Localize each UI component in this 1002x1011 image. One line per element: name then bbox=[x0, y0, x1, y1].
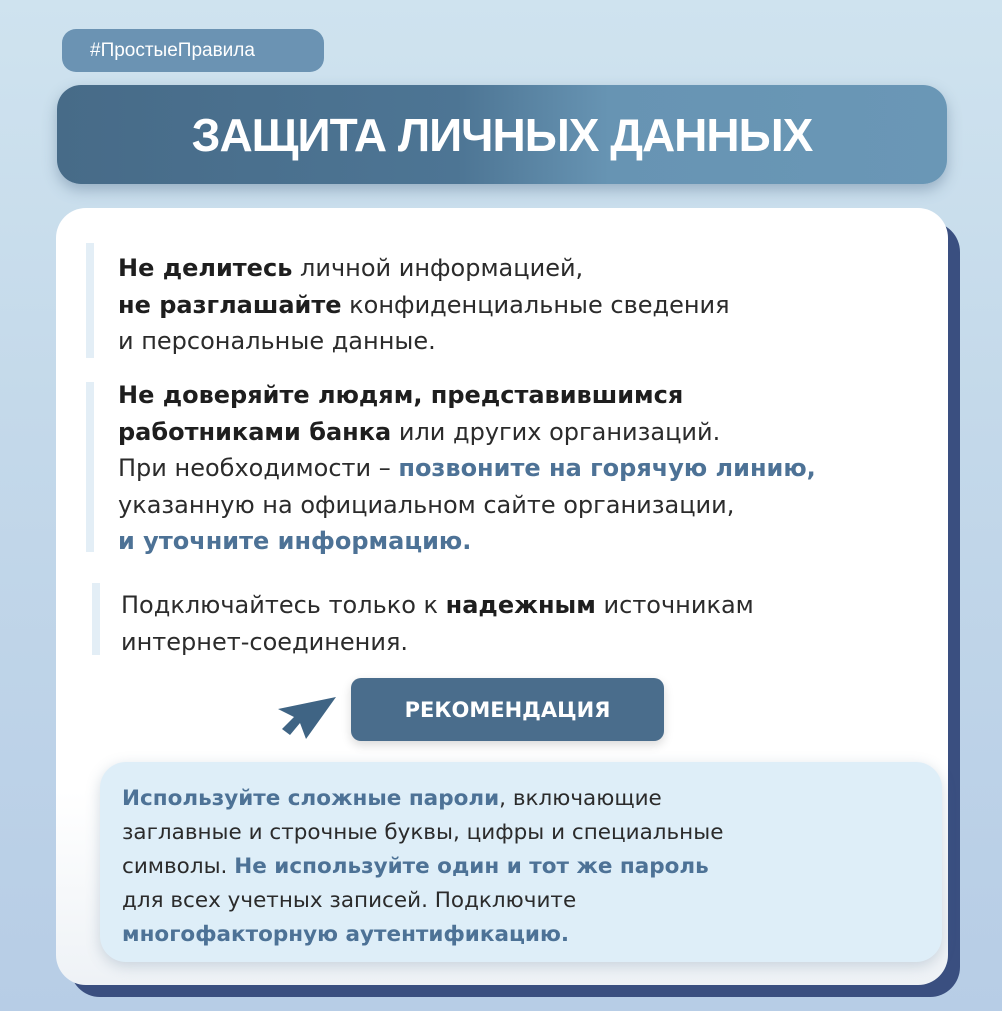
accent-text: и уточните информацию. bbox=[118, 527, 472, 555]
paragraph-trust bbox=[118, 377, 816, 560]
arrow-pointer-icon bbox=[276, 693, 336, 741]
text: интернет-соединения. bbox=[121, 627, 409, 656]
paragraph-connection bbox=[121, 587, 754, 660]
bold-text: надежным bbox=[445, 591, 596, 619]
bold-text: Не доверяйте людям, представившимся bbox=[118, 381, 684, 409]
text: При необходимости – bbox=[118, 454, 399, 482]
text: символы. bbox=[122, 854, 235, 879]
bold-text: Не делитесь bbox=[118, 254, 293, 282]
text: конфиденциальные сведения bbox=[341, 290, 730, 319]
text: Подключайтесь только к bbox=[121, 591, 446, 619]
text: заглавные и строчные буквы, цифры и специальные bbox=[122, 820, 724, 845]
hashtag-badge: #ПростыеПравила bbox=[62, 29, 324, 72]
paragraph-bar bbox=[86, 243, 94, 358]
text: для всех учетных записей. Подключите bbox=[122, 888, 577, 913]
accent-text: многофакторную аутентификацию. bbox=[122, 922, 570, 947]
text: и персональные данные. bbox=[118, 327, 436, 355]
page-title: ЗАЩИТА ЛИЧНЫХ ДАННЫХ bbox=[57, 85, 947, 184]
paragraph-bar bbox=[92, 583, 100, 655]
text: , включающие bbox=[499, 786, 662, 811]
bold-text: не разглашайте bbox=[118, 290, 342, 319]
accent-text: Не используйте один и тот же пароль bbox=[234, 854, 709, 879]
accent-text: Используйте сложные пароли bbox=[122, 786, 500, 811]
text: указанную на официальном сайте организации, bbox=[118, 490, 735, 519]
accent-text: позвоните на горячую линию, bbox=[398, 454, 816, 482]
text: источникам bbox=[595, 591, 754, 619]
paragraph-bar bbox=[86, 382, 94, 552]
recommendation-label: РЕКОМЕНДАЦИЯ bbox=[351, 678, 664, 741]
paragraph-share-info bbox=[118, 250, 730, 360]
text: или других организаций. bbox=[391, 417, 721, 446]
recommendation-text bbox=[122, 782, 723, 952]
text: личной информацией, bbox=[292, 254, 584, 282]
bold-text: работниками банка bbox=[118, 417, 392, 446]
